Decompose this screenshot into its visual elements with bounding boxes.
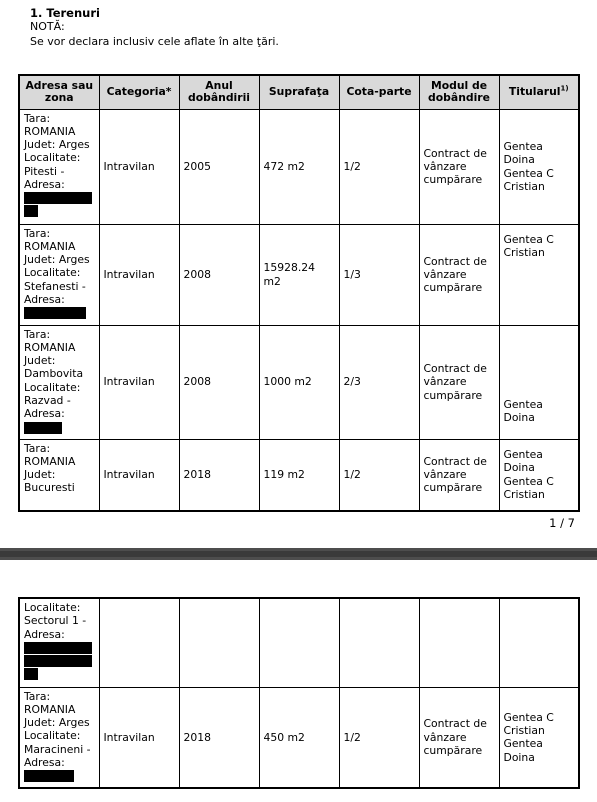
table-row: [19, 109, 579, 224]
area-cell: 15928.24 m2: [259, 224, 339, 325]
owner-cell: Gentea C Cristian Gentea Doina: [499, 687, 579, 788]
year-cell: 2005: [179, 109, 259, 224]
share-cell: 1/2: [339, 439, 419, 511]
owner-cell: Gentea Doina Gentea C Cristian: [499, 439, 579, 511]
category-cell: Intravilan: [99, 109, 179, 224]
redacted-block: [24, 192, 92, 204]
mode-cell: Contract de vânzare cumpărare: [419, 439, 499, 511]
address-cell: Tara: ROMANIA Judet: Bucuresti: [19, 439, 99, 511]
table-header-row: [19, 75, 579, 109]
redacted-block: [24, 668, 38, 680]
share-cell: [339, 598, 419, 687]
header-address: Adresa sau zona: [19, 75, 99, 109]
address-cell: Tara: ROMANIA Judet: Dambovita Localitate: Razvad - Adresa:: [19, 325, 99, 439]
header-mode: Modul de dobândire: [419, 75, 499, 109]
share-cell: 2/3: [339, 325, 419, 439]
share-cell: 1/2: [339, 687, 419, 788]
owner-cell: Gentea Doina: [499, 325, 579, 439]
header-area: Suprafaţa: [259, 75, 339, 109]
page-number: 1 / 7: [549, 516, 575, 530]
table-row: [19, 598, 579, 687]
area-cell: [259, 598, 339, 687]
category-cell: Intravilan: [99, 224, 179, 325]
table-row: [19, 325, 579, 439]
address-cell: Tara: ROMANIA Judet: Arges Localitate: Maracineni - Adresa:: [19, 687, 99, 788]
redacted-block: [24, 655, 92, 667]
address-cell: Localitate: Sectorul 1 - Adresa:: [19, 598, 99, 687]
area-cell: 119 m2: [259, 439, 339, 511]
area-cell: 472 m2: [259, 109, 339, 224]
share-cell: 1/3: [339, 224, 419, 325]
area-cell: 450 m2: [259, 687, 339, 788]
redacted-block: [24, 770, 74, 782]
mode-cell: Contract de vânzare cumpărare: [419, 325, 499, 439]
year-cell: 2008: [179, 325, 259, 439]
land-table: [18, 74, 580, 512]
land-table-continued: [18, 597, 580, 789]
owner-cell: Gentea C Cristian: [499, 224, 579, 325]
year-cell: [179, 598, 259, 687]
year-cell: 2008: [179, 224, 259, 325]
table-row: [19, 224, 579, 325]
mode-cell: [419, 598, 499, 687]
section-title: 1. Terenuri: [30, 6, 100, 20]
category-cell: Intravilan: [99, 325, 179, 439]
share-cell: 1/2: [339, 109, 419, 224]
table-row: [19, 439, 579, 511]
mode-cell: Contract de vânzare cumpărare: [419, 109, 499, 224]
redacted-block: [24, 642, 92, 654]
header-year: Anul dobândirii: [179, 75, 259, 109]
mode-cell: Contract de vânzare cumpărare: [419, 224, 499, 325]
category-cell: Intravilan: [99, 439, 179, 511]
redacted-block: [24, 205, 38, 217]
address-cell: Tara: ROMANIA Judet: Arges Localitate: Pitesti - Adresa:: [19, 109, 99, 224]
address-cell: Tara: ROMANIA Judet: Arges Localitate: Stefanesti - Adresa:: [19, 224, 99, 325]
header-category: Categoria*: [99, 75, 179, 109]
category-cell: Intravilan: [99, 687, 179, 788]
table-row: [19, 687, 579, 788]
note-label: NOTĂ:: [30, 20, 65, 33]
redacted-block: [24, 422, 62, 434]
header-owner: Titularul$^{1)}$: [499, 75, 579, 109]
year-cell: 2018: [179, 439, 259, 511]
owner-cell: Gentea Doina Gentea C Cristian: [499, 109, 579, 224]
page-separator: [0, 548, 597, 560]
note-text: Se vor declara inclusiv cele aflate în alte ţări.: [30, 35, 279, 48]
mode-cell: Contract de vânzare cumpărare: [419, 687, 499, 788]
area-cell: 1000 m2: [259, 325, 339, 439]
header-share: Cota-parte: [339, 75, 419, 109]
owner-cell: [499, 598, 579, 687]
redacted-block: [24, 307, 86, 319]
year-cell: 2018: [179, 687, 259, 788]
category-cell: [99, 598, 179, 687]
